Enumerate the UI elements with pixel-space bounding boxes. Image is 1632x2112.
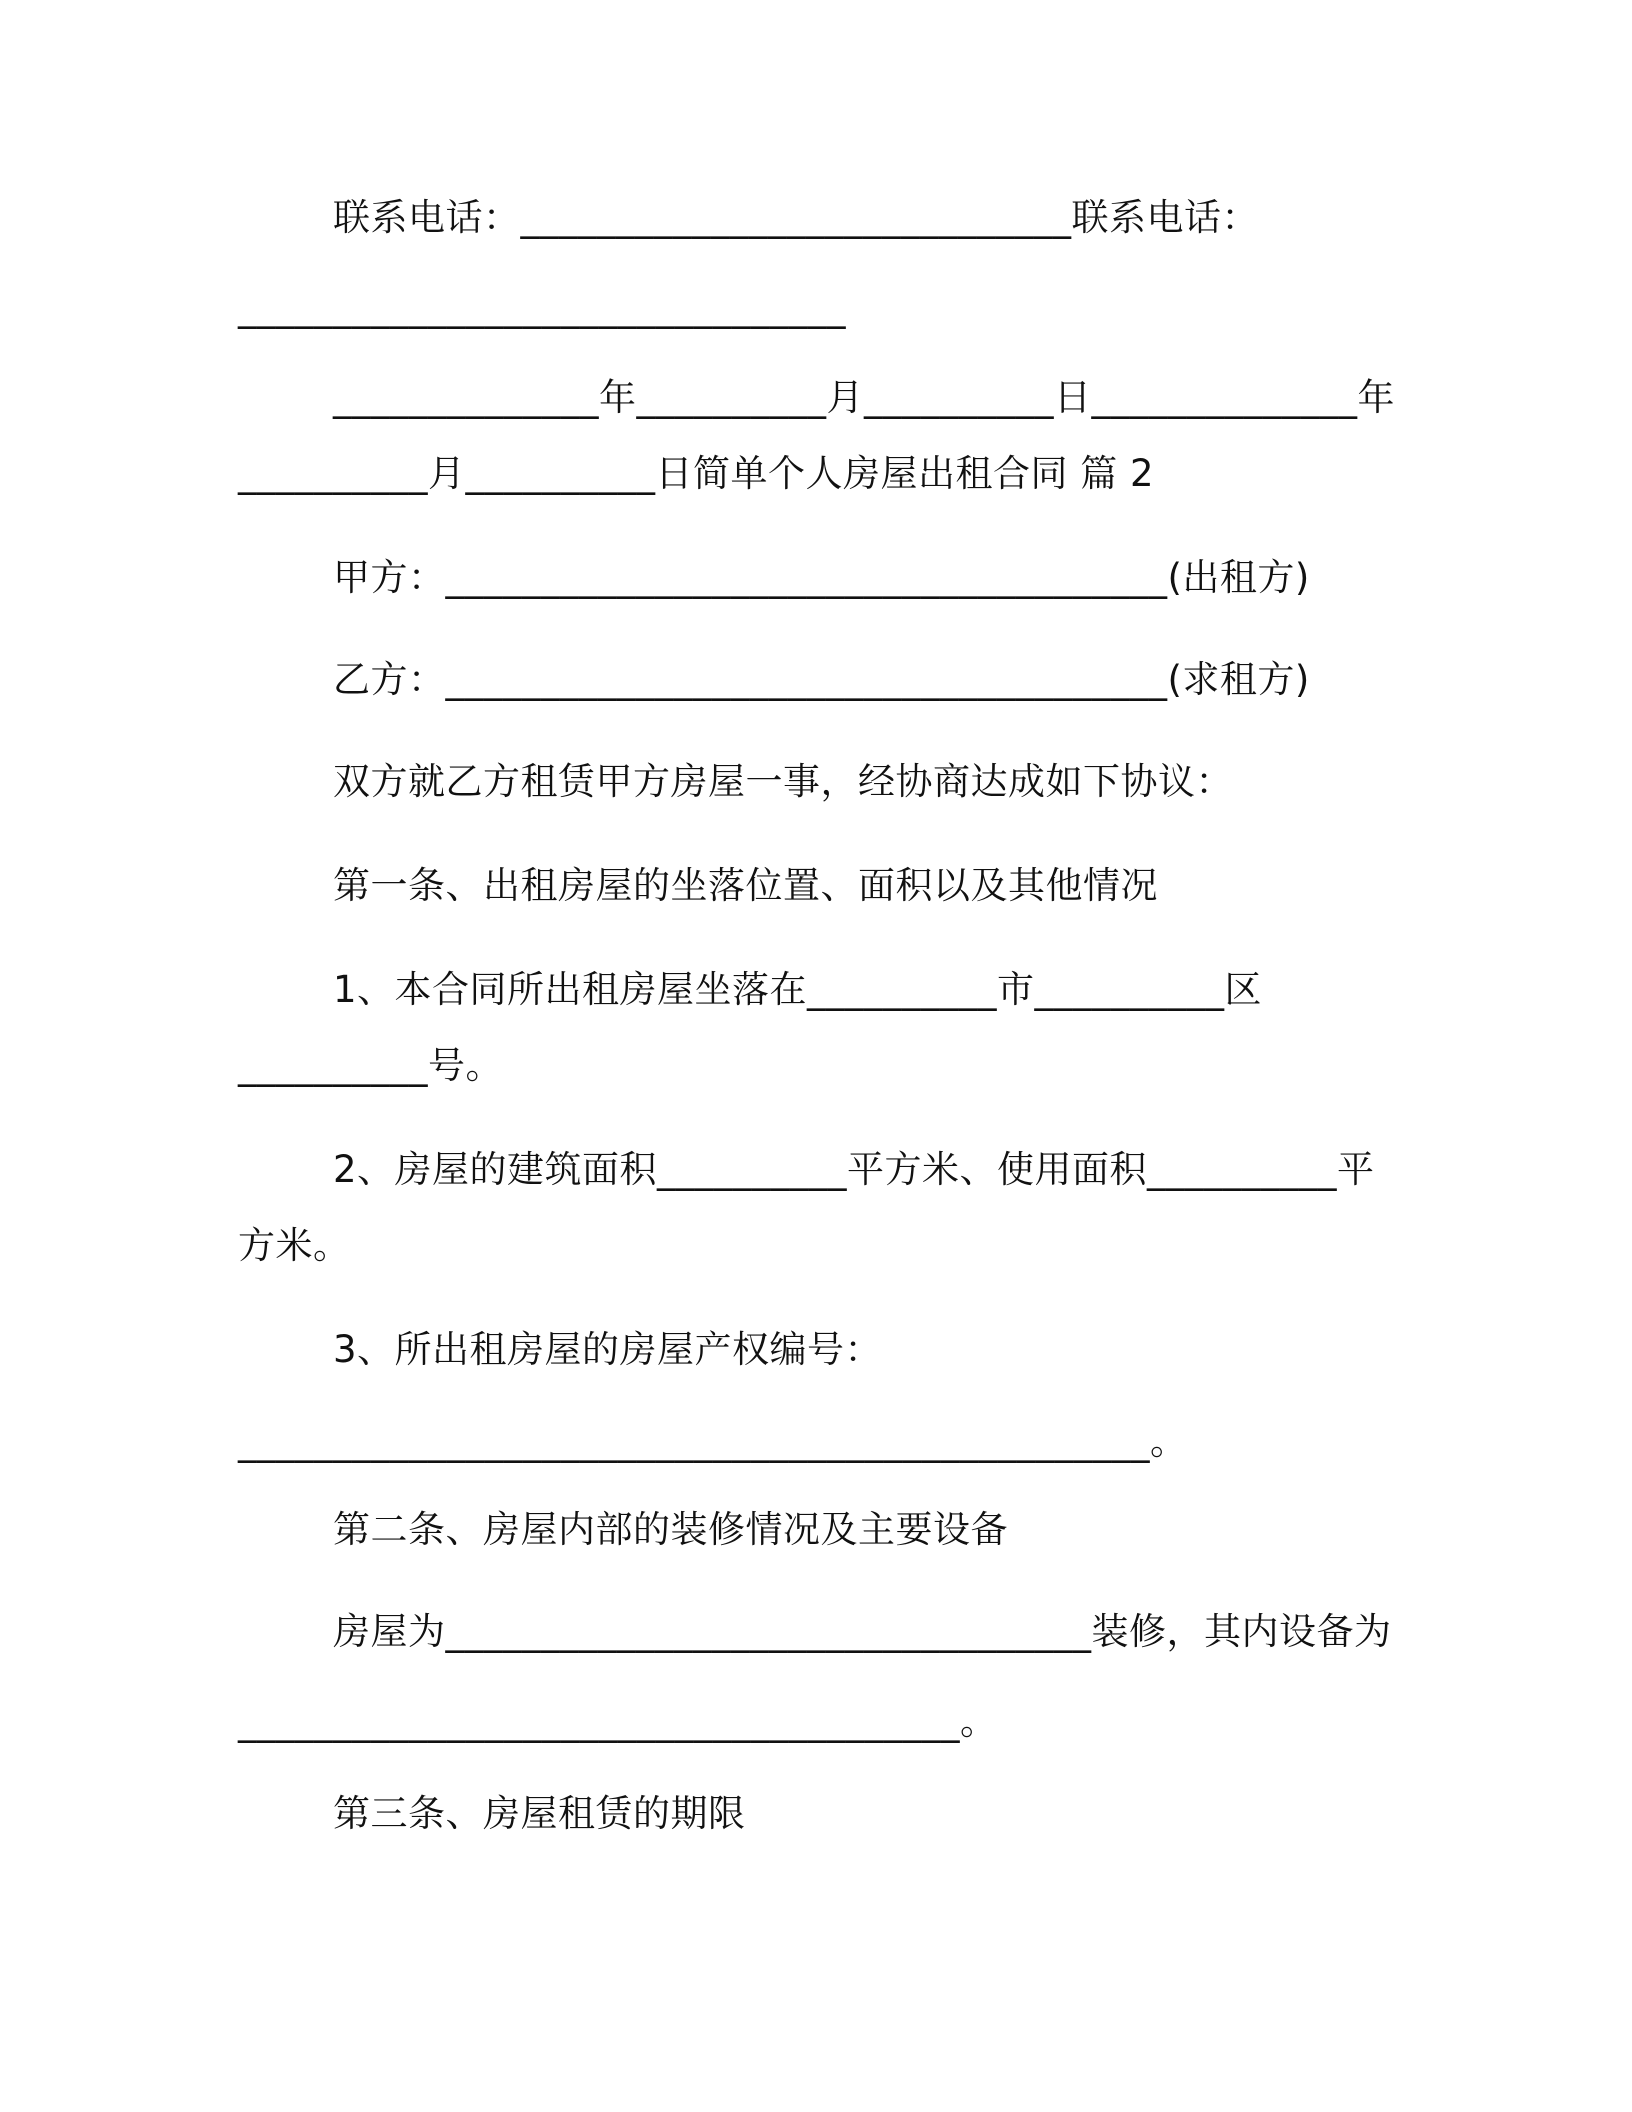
article-1-heading: 第一条、出租房屋的坐落位置、面积以及其他情况 (333, 864, 1158, 907)
clause-1-3: 3、所出租房屋的房屋产权编号： (333, 1328, 883, 1371)
date-line-2-title: __________月__________日简单个人房屋出租合同 篇 2 (238, 452, 1155, 495)
agreement-intro: 双方就乙方租赁甲方房屋一事，经协商达成如下协议： (333, 760, 1233, 803)
party-a-line: 甲方：______________________________________(出租方) (333, 556, 1310, 599)
article-2-body-cont: ______________________________________。 (238, 1700, 998, 1743)
clause-1-2-cont: 方米。 (238, 1224, 351, 1267)
clause-1-3-blank: ________________________________________________。 (238, 1420, 1188, 1463)
clause-1-2: 2、房屋的建筑面积__________平方米、使用面积__________平 (333, 1148, 1375, 1191)
contact-phone-line: 联系电话：_____________________________联系电话： (333, 196, 1259, 239)
clause-1-1: 1、本合同所出租房屋坐落在__________市__________区 (333, 968, 1263, 1011)
article-3-heading: 第三条、房屋租赁的期限 (333, 1792, 746, 1835)
clause-1-1-cont: __________号。 (238, 1044, 503, 1087)
article-2-body: 房屋为__________________________________装修，其内设备为 (333, 1610, 1392, 1653)
party-b-line: 乙方：______________________________________(求租方) (333, 658, 1310, 701)
article-2-heading: 第二条、房屋内部的装修情况及主要设备 (333, 1508, 1008, 1551)
contact-phone-blank: ________________________________ (238, 286, 846, 329)
date-line-1: ______________年__________月__________日______________年 (333, 376, 1395, 419)
